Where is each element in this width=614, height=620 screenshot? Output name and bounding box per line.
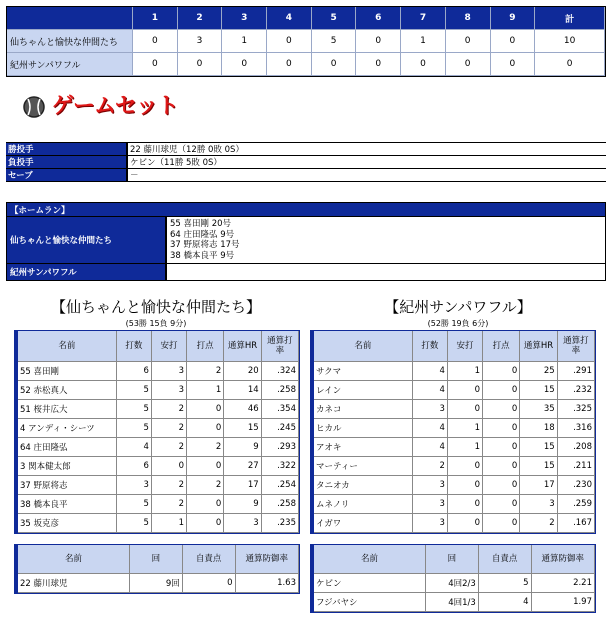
batter-name: 52 赤松真人 [18,381,117,400]
at-bats: 3 [413,514,448,533]
season-hr: 3 [520,495,557,514]
season-avg: .167 [558,514,595,533]
batting-header [18,331,299,362]
season-hr: 15 [520,381,557,400]
season-avg: .322 [262,457,299,476]
season-hr: 9 [224,495,261,514]
rbi: 0 [187,495,224,514]
pitching-table [14,544,300,594]
batter-row [18,495,299,514]
pitching-table [310,544,596,613]
rbi: 1 [187,381,224,400]
col-header: 回 [130,545,183,574]
batter-name: サクマ [314,362,413,381]
team-record: (53勝 15負 9分) [125,319,187,328]
baseball-icon [22,95,46,119]
season-era: 2.21 [532,574,595,593]
season-avg: .354 [262,400,299,419]
batter-row [18,362,299,381]
col-header: 打数 [117,331,152,362]
pitcher-row [314,593,595,612]
hits: 3 [152,381,187,400]
result-row [6,156,606,169]
inning-score: 5 [312,30,357,53]
homerun-team-name: 紀州サンパワフル [7,263,167,280]
hits: 1 [448,438,483,457]
inning-score: 0 [267,30,312,53]
batter-name: ムネノリ [314,495,413,514]
rbi: 0 [483,362,520,381]
season-hr: 9 [224,438,261,457]
homerun-title: 【ホームラン】 [7,203,605,216]
batter-row [18,476,299,495]
innings-pitched: 4回1/3 [426,593,479,612]
batter-row [18,514,299,533]
batter-row [314,362,595,381]
col-header: 打数 [413,331,448,362]
inning-score: 0 [446,53,491,76]
inning-score: 0 [222,53,267,76]
inning-score: 0 [491,30,536,53]
season-era: 1.63 [236,574,299,593]
game-set-text: ゲームセット [52,94,179,119]
team-name: 仙ちゃんと愉快な仲間たち [7,30,133,53]
inning-score: 0 [356,30,401,53]
inning-score: 0 [401,53,446,76]
at-bats: 3 [413,476,448,495]
inning-score: 0 [133,53,178,76]
pitching-header [18,545,299,574]
at-bats: 2 [413,457,448,476]
result-row [6,143,606,156]
batter-name: ヒカル [314,419,413,438]
hits: 0 [448,457,483,476]
season-avg: .325 [558,400,595,419]
batter-row [18,419,299,438]
batter-name: カネコ [314,400,413,419]
pitcher-name: ケビン [314,574,426,593]
hits: 2 [152,419,187,438]
col-header: 通算HR [520,331,557,362]
hits: 0 [152,457,187,476]
rbi: 2 [187,476,224,495]
batter-name: タニオカ [314,476,413,495]
hits: 0 [448,476,483,495]
at-bats: 4 [413,438,448,457]
season-hr: 3 [224,514,261,533]
inning-header: 5 [312,7,357,30]
season-avg: .324 [262,362,299,381]
team-title: 【仙ちゃんと愉快な仲間たち】 [50,298,261,316]
batter-row [314,457,595,476]
at-bats: 4 [413,381,448,400]
rbi: 2 [187,362,224,381]
rbi: 0 [187,400,224,419]
season-avg: .235 [262,514,299,533]
total-score: 0 [535,53,605,76]
season-hr: 27 [224,457,261,476]
earned-runs: 0 [183,574,236,593]
at-bats: 3 [413,495,448,514]
homerun-row [7,216,605,263]
game-set-banner [22,92,192,122]
winning-pitcher-label: 勝投手 [6,143,128,156]
batting-header [314,331,595,362]
season-era: 1.97 [532,593,595,612]
total-header: 計 [535,7,605,30]
hits: 2 [152,400,187,419]
innings-pitched: 4回2/3 [426,574,479,593]
batter-name: 55 喜田剛 [18,362,117,381]
inning-header: 3 [222,7,267,30]
rbi: 2 [187,438,224,457]
season-avg: .259 [558,495,595,514]
at-bats: 6 [117,362,152,381]
season-hr: 20 [224,362,261,381]
rbi: 0 [187,419,224,438]
hits: 0 [448,495,483,514]
batter-name: 64 庄田隆弘 [18,438,117,457]
col-header: 安打 [152,331,187,362]
earned-runs: 5 [479,574,532,593]
season-hr: 15 [520,438,557,457]
pitcher-name: 22 藤川球児 [18,574,130,593]
line-score-corner [7,7,133,30]
losing-pitcher-value: ケビン（11勝 5敗 0S） [128,156,606,169]
homerun-table [6,202,606,281]
total-score: 10 [535,30,605,53]
earned-runs: 4 [479,593,532,612]
hits: 2 [152,438,187,457]
batter-name: アオキ [314,438,413,457]
season-avg: .258 [262,381,299,400]
season-avg: .208 [558,438,595,457]
inning-score: 0 [267,53,312,76]
col-header: 名前 [314,331,413,362]
inning-header: 4 [267,7,312,30]
inning-score: 1 [222,30,267,53]
hits: 2 [152,495,187,514]
rbi: 0 [483,457,520,476]
batter-row [314,381,595,400]
inning-score: 0 [133,30,178,53]
batting-table [310,330,596,534]
team-title: 【紀州サンパワフル】 [384,298,532,316]
hits: 2 [152,476,187,495]
line-score-table [6,6,606,77]
season-avg: .232 [558,381,595,400]
homerun-row [7,263,605,280]
rbi: 0 [483,438,520,457]
hits: 1 [448,419,483,438]
rbi: 0 [483,514,520,533]
season-hr: 25 [520,362,557,381]
at-bats: 4 [117,438,152,457]
inning-score: 0 [356,53,401,76]
col-header: 通算打率 [558,331,595,362]
rbi: 0 [483,381,520,400]
hits: 0 [448,381,483,400]
season-avg: .258 [262,495,299,514]
pitcher-row [18,574,299,593]
season-avg: .293 [262,438,299,457]
batter-name: イガワ [314,514,413,533]
inning-score: 0 [491,53,536,76]
batter-name: 35 坂克彦 [18,514,117,533]
at-bats: 6 [117,457,152,476]
season-hr: 15 [224,419,261,438]
col-header: 通算HR [224,331,261,362]
col-header: 打点 [483,331,520,362]
col-header: 名前 [314,545,426,574]
season-hr: 46 [224,400,261,419]
batter-name: 38 橋本良平 [18,495,117,514]
at-bats: 5 [117,381,152,400]
line-score-row [7,30,605,53]
batter-row [314,419,595,438]
inning-header: 7 [401,7,446,30]
inning-header: 9 [491,7,536,30]
at-bats: 5 [117,419,152,438]
rbi: 0 [483,419,520,438]
rbi: 0 [483,495,520,514]
season-hr: 18 [520,419,557,438]
season-hr: 2 [520,514,557,533]
innings-pitched: 9回 [130,574,183,593]
hits: 0 [448,400,483,419]
batter-row [18,438,299,457]
batter-name: 37 野原将志 [18,476,117,495]
at-bats: 5 [117,495,152,514]
rbi: 0 [483,476,520,495]
inning-header: 8 [446,7,491,30]
inning-score: 3 [178,30,223,53]
season-hr: 14 [224,381,261,400]
season-hr: 15 [520,457,557,476]
season-avg: .316 [558,419,595,438]
batting-table [14,330,300,534]
hits: 3 [152,362,187,381]
pitching-header [314,545,595,574]
losing-pitcher-label: 負投手 [6,156,128,169]
rbi: 0 [187,514,224,533]
homerun-team-name: 仙ちゃんと愉快な仲間たち [7,216,167,263]
col-header: 打点 [187,331,224,362]
season-hr: 17 [224,476,261,495]
season-avg: .254 [262,476,299,495]
col-header: 通算防御率 [532,545,595,574]
homerun-entry: 64 庄田隆弘 9号 [170,229,235,240]
pitcher-results-table [6,142,606,182]
pitcher-name: フジバヤシ [314,593,426,612]
inning-score: 0 [312,53,357,76]
homerun-entry: 38 橋本良平 9号 [170,250,235,261]
rbi: 0 [187,457,224,476]
save-value: － [128,169,606,182]
batter-row [314,438,595,457]
col-header: 通算防御率 [236,545,299,574]
line-score-row [7,53,605,76]
batter-row [18,400,299,419]
inning-score: 1 [401,30,446,53]
line-score-header [7,7,605,30]
save-label: セーブ [6,169,128,182]
season-avg: .211 [558,457,595,476]
season-hr: 17 [520,476,557,495]
col-header: 名前 [18,331,117,362]
col-header: 通算打率 [262,331,299,362]
result-row [6,169,606,182]
season-hr: 35 [520,400,557,419]
col-header: 自責点 [479,545,532,574]
at-bats: 3 [117,476,152,495]
at-bats: 4 [413,419,448,438]
col-header: 回 [426,545,479,574]
season-avg: .291 [558,362,595,381]
inning-score: 0 [178,53,223,76]
at-bats: 3 [413,400,448,419]
homerun-entry: 37 野原将志 17号 [170,240,240,250]
batter-name: 3 関本健太郎 [18,457,117,476]
hits: 1 [152,514,187,533]
inning-header: 6 [356,7,401,30]
batter-name: 4 アンディ・シーツ [18,419,117,438]
batter-name: マーティー [314,457,413,476]
batter-row [314,476,595,495]
at-bats: 5 [117,514,152,533]
homerun-list [167,216,605,263]
col-header: 安打 [448,331,483,362]
team-name: 紀州サンパワフル [7,53,133,76]
batter-row [314,514,595,533]
at-bats: 4 [413,362,448,381]
hits: 1 [448,362,483,381]
pitcher-row [314,574,595,593]
batter-row [18,457,299,476]
inning-header: 2 [178,7,223,30]
rbi: 0 [483,400,520,419]
homerun-list [167,263,605,280]
col-header: 自責点 [183,545,236,574]
inning-header: 1 [133,7,178,30]
season-avg: .230 [558,476,595,495]
hits: 0 [448,514,483,533]
batter-name: レイン [314,381,413,400]
winning-pitcher-value: 22 藤川球児（12勝 0敗 0S） [128,143,606,156]
at-bats: 5 [117,400,152,419]
season-avg: .245 [262,419,299,438]
team-record: (52勝 19負 6分) [427,319,489,328]
inning-score: 0 [446,30,491,53]
batter-row [314,400,595,419]
col-header: 名前 [18,545,130,574]
homerun-entry: 55 喜田剛 20号 [170,219,232,229]
batter-name: 51 桜井広大 [18,400,117,419]
batter-row [18,381,299,400]
batter-row [314,495,595,514]
